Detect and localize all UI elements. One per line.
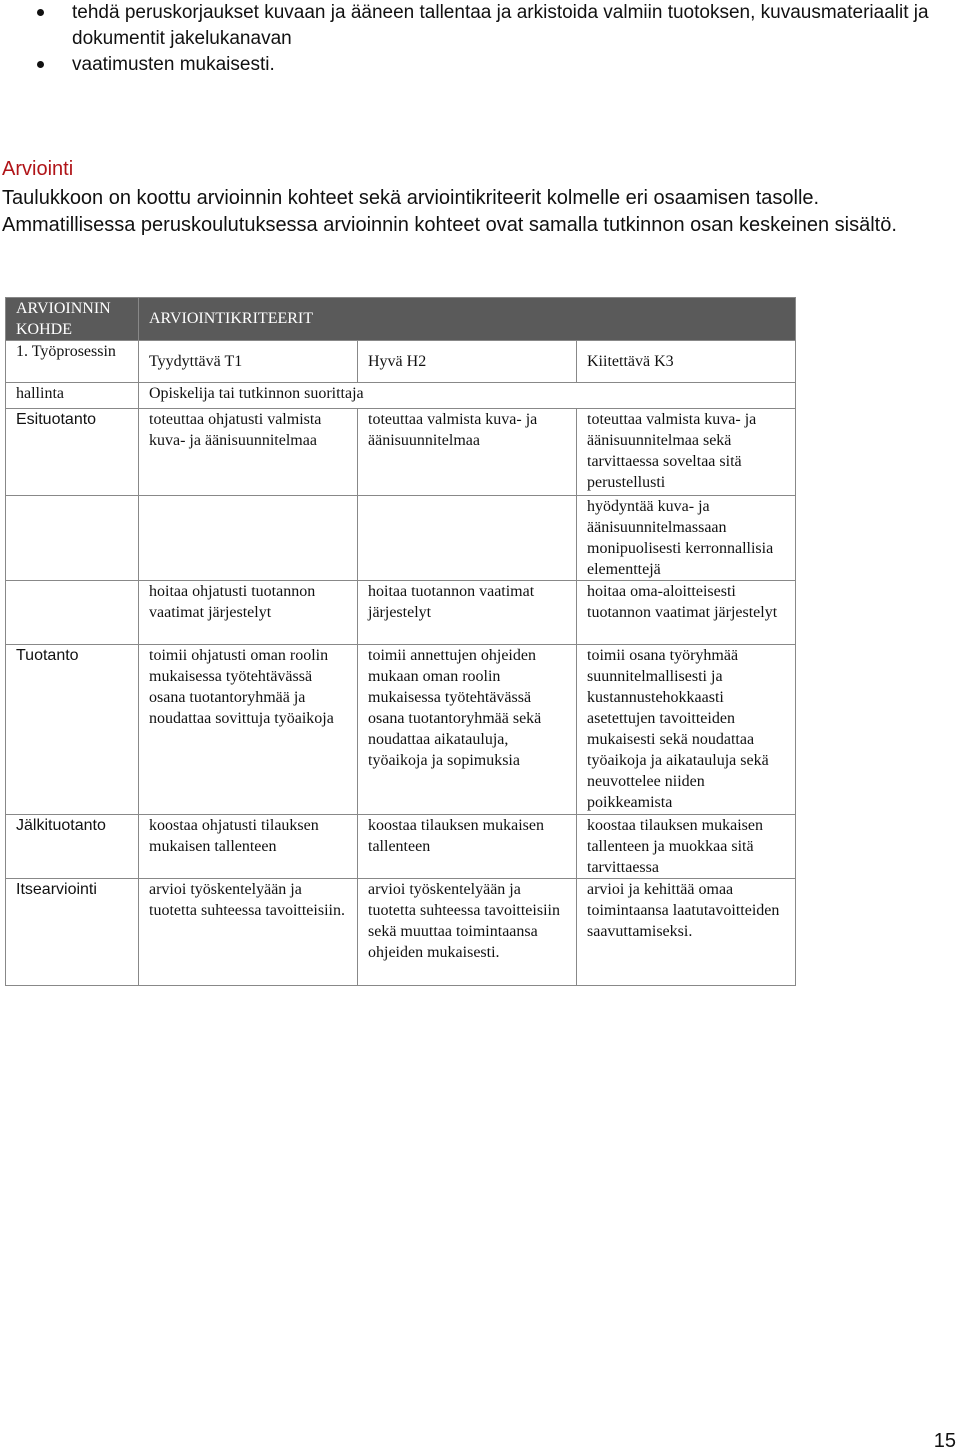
target-cell [6, 581, 139, 645]
table-row [6, 496, 796, 581]
h2-cell: arvioi työskentelyään ja tuotetta suhteessa tavoitteisiin sekä muuttaa toimintaansa ohjeiden mukaisesti. [358, 879, 577, 986]
bullet-dot-icon [37, 9, 44, 16]
level-h2: Hyvä H2 [358, 341, 577, 383]
section-heading: Arviointi [2, 158, 74, 180]
h2-cell: koostaa tilauksen mukaisen tallenteen [358, 815, 577, 879]
table-row [6, 645, 796, 815]
table-row [6, 879, 796, 986]
col-header-criteria: ARVIOINTIKRITEERIT [139, 298, 796, 341]
performer-cell: Opiskelija tai tutkinnon suorittaja [139, 383, 796, 409]
k3-cell: hyödyntää kuva- ja äänisuunnitelmassaan monipuolisesti kerronnallisia elementtejä [577, 496, 796, 581]
level-t1: Tyydyttävä T1 [139, 341, 358, 383]
bullet-item: vaatimusten mukaisesti. [0, 52, 940, 78]
table-row [6, 409, 796, 496]
performer-row [6, 383, 796, 409]
level-k3: Kiitettävä K3 [577, 341, 796, 383]
t1-cell: arvioi työskentelyään ja tuotetta suhteessa tavoitteisiin. [139, 879, 358, 986]
h2-cell: hoitaa tuotannon vaatimat järjestelyt [358, 581, 577, 645]
t1-cell [139, 496, 358, 581]
k3-cell: arvioi ja kehittää omaa toimintaansa laatutavoitteiden saavuttamiseksi. [577, 879, 796, 986]
k3-cell: hoitaa oma-aloitteisesti tuotannon vaatimat järjestelyt [577, 581, 796, 645]
col-header-target: ARVIOINNIN KOHDE [6, 298, 139, 341]
process-cell: 1. Työprosessin [6, 341, 139, 383]
h2-cell: toteuttaa valmista kuva- ja äänisuunnitelmaa [358, 409, 577, 496]
evaluation-table [5, 297, 796, 986]
levels-row [6, 341, 796, 383]
target-cell: Tuotanto [6, 645, 139, 815]
bullet-list [0, 0, 940, 78]
page-number: 15 [933, 1430, 956, 1452]
k3-cell: toteuttaa valmista kuva- ja äänisuunnitelmaa sekä tarvittaessa soveltaa sitä perustellusti [577, 409, 796, 496]
process-cell-cont: hallinta [6, 383, 139, 409]
h2-cell: toimii annettujen ohjeiden mukaan oman roolin mukaisessa työtehtävässä osana tuotantoryhmää sekä noudattaa aikatauluja, työaikoja ja sopimuksia [358, 645, 577, 815]
t1-cell: toteuttaa ohjatusti valmista kuva- ja äänisuunnitelmaa [139, 409, 358, 496]
target-cell: Itsearviointi [6, 879, 139, 986]
intro-paragraph: Taulukkoon on koottu arvioinnin kohteet sekä arviointikriteerit kolmelle eri osaamisen tasolle. Ammatillisessa peruskoulutuksessa arvioinnin kohteet ovat samalla tutkinnon osan keskeinen sisältö. [2, 187, 897, 236]
target-cell: Esituotanto [6, 409, 139, 496]
t1-cell: toimii ohjatusti oman roolin mukaisessa työtehtävässä osana tuotantoryhmää ja noudattaa sovittuja työaikoja [139, 645, 358, 815]
k3-cell: koostaa tilauksen mukaisen tallenteen ja muokkaa sitä tarvittaessa [577, 815, 796, 879]
table-row [6, 581, 796, 645]
t1-cell: koostaa ohjatusti tilauksen mukaisen tallenteen [139, 815, 358, 879]
h2-cell [358, 496, 577, 581]
table-row [6, 815, 796, 879]
t1-cell: hoitaa ohjatusti tuotannon vaatimat järjestelyt [139, 581, 358, 645]
bullet-dot-icon [37, 61, 44, 68]
target-cell: Jälkituotanto [6, 815, 139, 879]
bullet-item: tehdä peruskorjaukset kuvaan ja ääneen tallentaa ja arkistoida valmiin tuotoksen, kuvausmateriaalit ja dokumentit jakelukanavan [0, 0, 940, 52]
k3-cell: toimii osana työryhmää suunnitelmallisesti ja kustannustehokkaasti asetettujen tavoitteiden mukaisesti sekä noudattaa työaikoja ja aikatauluja sekä neuvottelee niiden poikkeamista [577, 645, 796, 815]
target-cell [6, 496, 139, 581]
table-header-row [6, 298, 796, 341]
